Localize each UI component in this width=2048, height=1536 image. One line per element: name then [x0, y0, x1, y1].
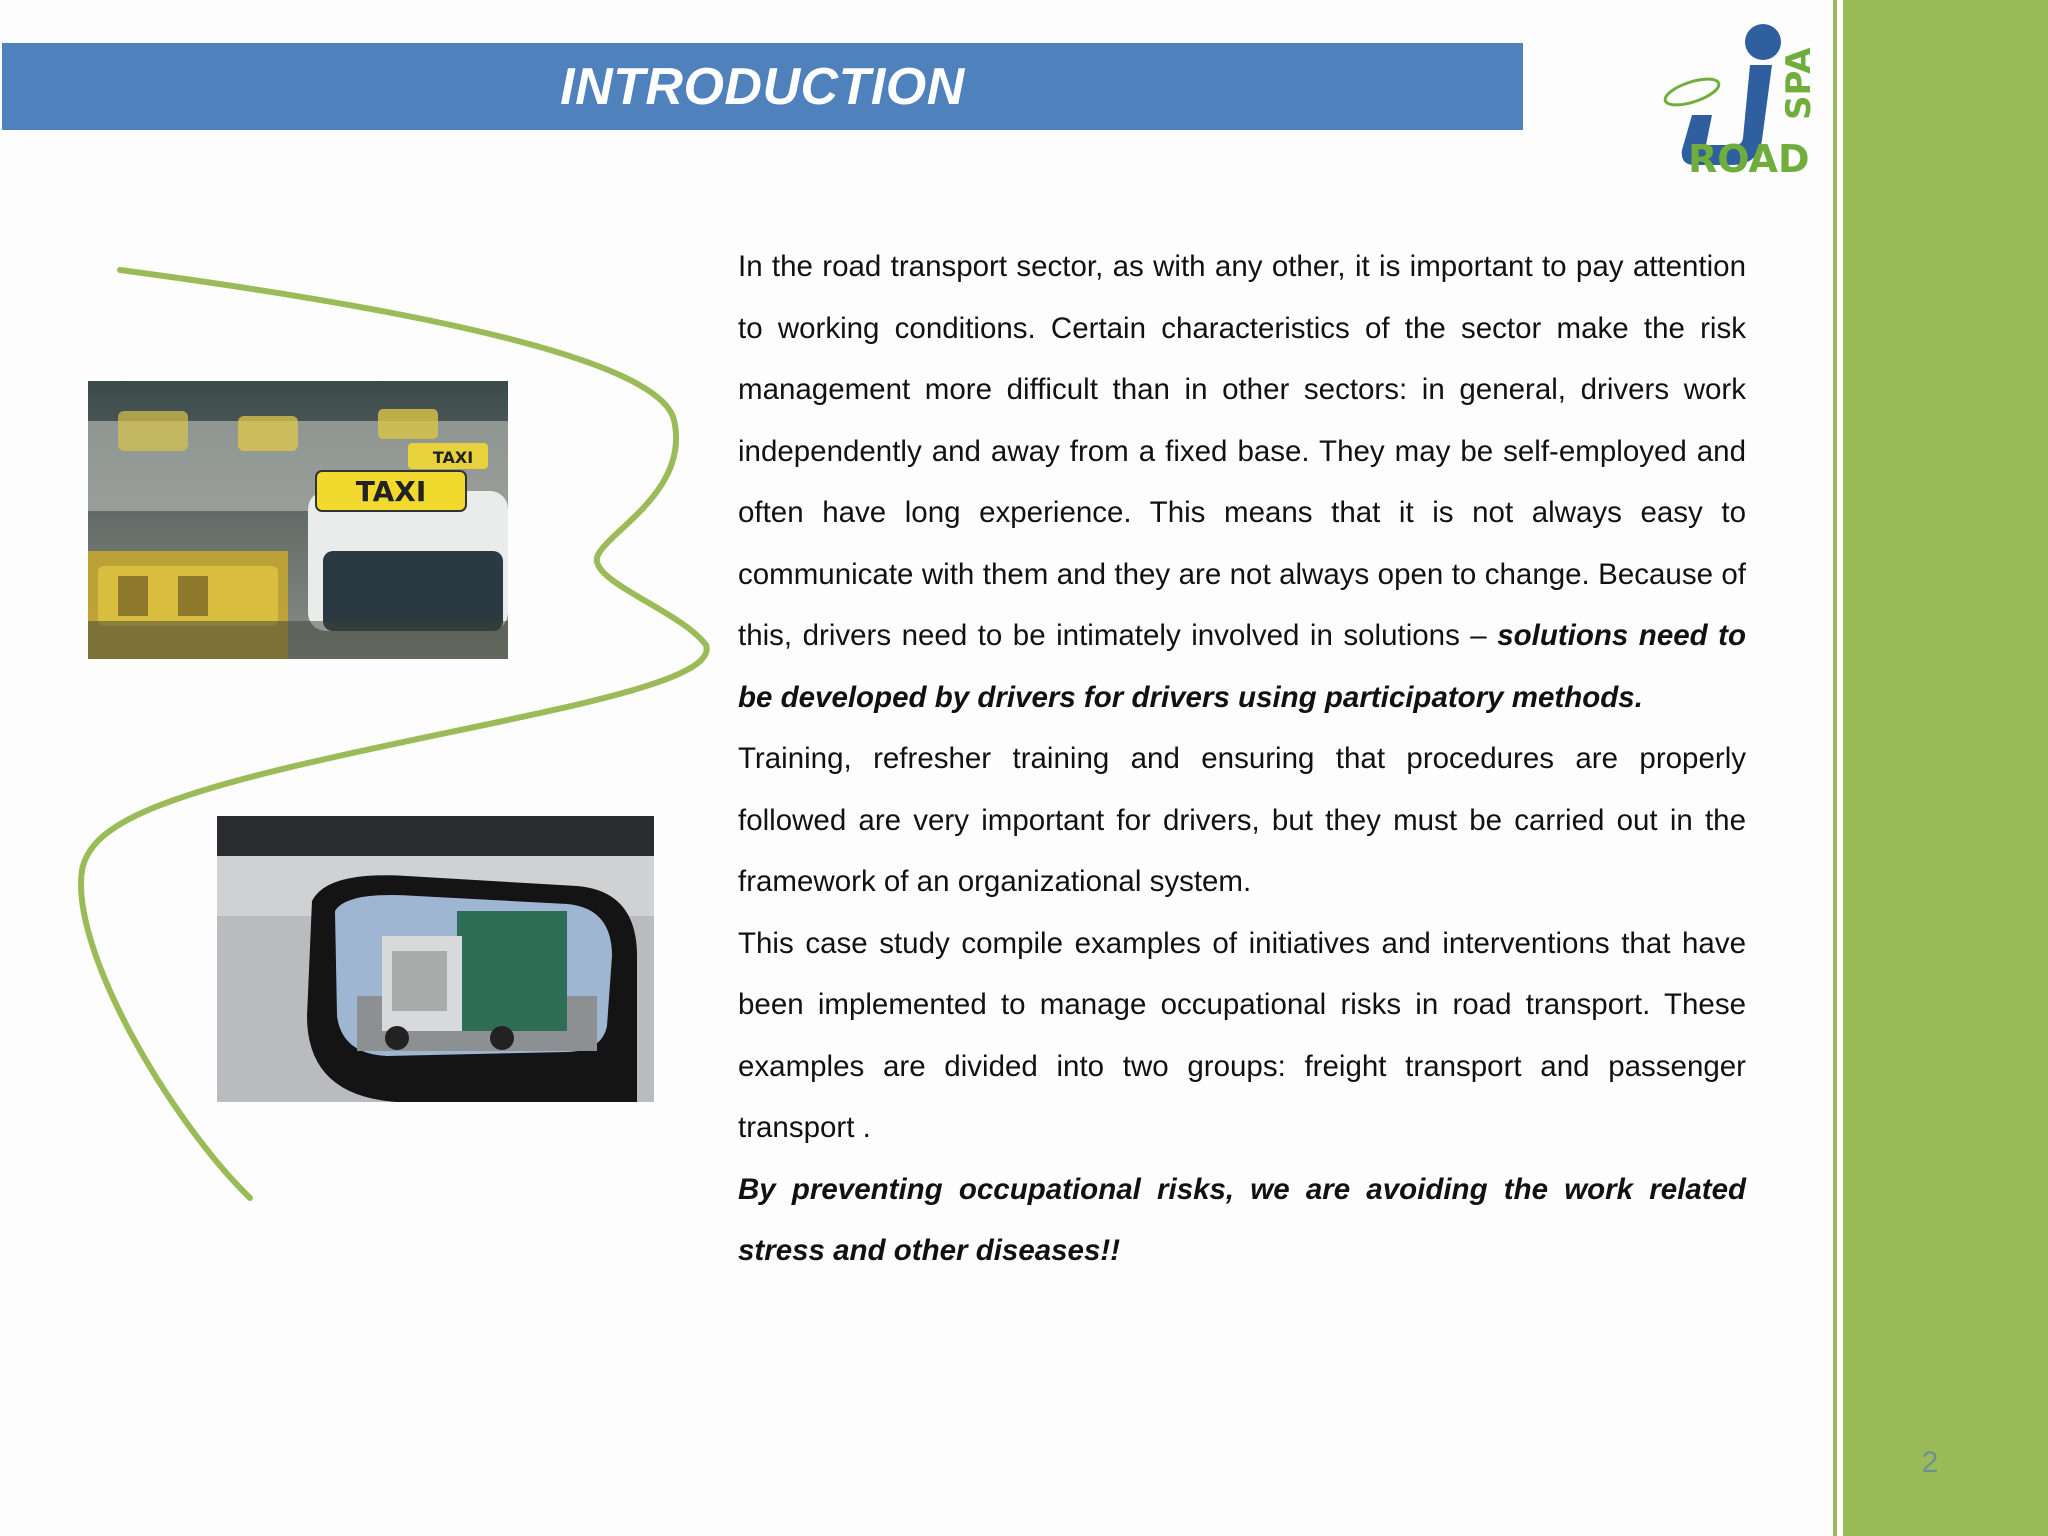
side-band	[1843, 0, 2048, 1536]
taxi-top-sign-text: TAXI	[432, 448, 474, 467]
truck-mirror-photo	[217, 816, 654, 1102]
side-divider	[1833, 0, 1837, 1536]
page-number: 2	[1921, 1446, 1939, 1479]
paragraph-2: Training, refresher training and ensuring that procedures are properly followed are very important for drivers, but they must be carried out in the framework of an organizational system.	[738, 742, 1746, 898]
paragraph-1	[738, 236, 1746, 728]
roadspa-logo	[1640, 20, 1820, 185]
logo-spa-text: SPA	[1779, 47, 1819, 120]
taxi-photo	[88, 381, 508, 659]
intro-text-block	[738, 236, 1746, 1282]
paragraph-3: This case study compile examples of initiatives and interventions that have been implemented to manage occupational risks in road transport. These examples are divided into two groups: freight transport and passenger transport .	[738, 926, 1746, 1144]
logo-road-text: ROAD	[1688, 137, 1810, 181]
paragraph-4-emphasis: By preventing occupational risks, we are avoiding the work related stress and other diseases!!	[738, 1172, 1746, 1267]
taxi-sign-text: TAXI	[355, 475, 427, 508]
paragraph-1-text: In the road transport sector, as with any other, it is important to pay attention to working conditions. Certain characteristics of the sector make the risk management more difficult than in other sectors: in general, drivers work independently and away from a fixed base. They may be self-employed and often have long experience. This means that it is not always easy to communicate with them and they are not always open to change. Because of this, drivers need to be intimately involved in solutions –	[738, 250, 1746, 652]
paragraph-1-emphasis: solutions need to be developed by drivers for drivers using participatory methods.	[738, 619, 1746, 714]
page-title: INTRODUCTION	[560, 57, 965, 116]
